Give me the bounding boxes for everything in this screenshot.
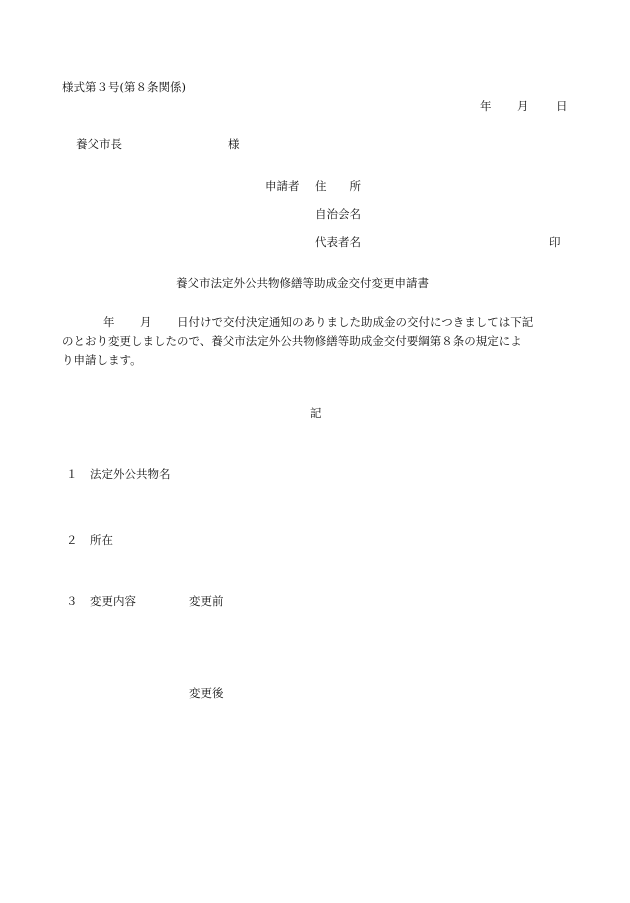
document-title: 養父市法定外公共物修繕等助成金交付変更申請書 [176,276,429,290]
item-3-label: 変更内容 [90,594,136,608]
item-1-label: 法定外公共物名 [90,467,171,481]
date-day-label: 日 [556,99,568,113]
form-number: 様式第３号(第８条関係) [62,80,186,94]
change-after-label: 変更後 [189,686,224,700]
item-2-number: ２ [66,533,78,547]
date-month-label: 月 [517,99,529,113]
seal-mark: 印 [549,235,561,249]
change-before-label: 変更前 [189,594,224,608]
association-name-label: 自治会名 [315,207,361,221]
ki-heading: 記 [310,406,322,420]
item-3-number: ３ [66,594,78,608]
body-line-1: 日付けで交付決定通知のありました助成金の交付につきましては下記 [177,315,534,329]
body-line-2: のとおり変更しましたので、養父市法定外公共物修繕等助成金交付要綱第８条の規定によ [62,334,522,348]
item-1-number: １ [66,467,78,481]
date-year-label: 年 [480,99,492,113]
applicant-label: 申請者 [265,179,300,193]
body-year-label: 年 [103,315,115,329]
address-label: 住 所 [315,179,361,193]
body-month-label: 月 [140,315,152,329]
item-2-label: 所在 [90,533,113,547]
addressee-name: 養父市長 [76,137,122,151]
addressee-honorific: 様 [228,137,240,151]
body-line-3: り申請します。 [62,353,142,367]
representative-name-label: 代表者名 [315,235,361,249]
